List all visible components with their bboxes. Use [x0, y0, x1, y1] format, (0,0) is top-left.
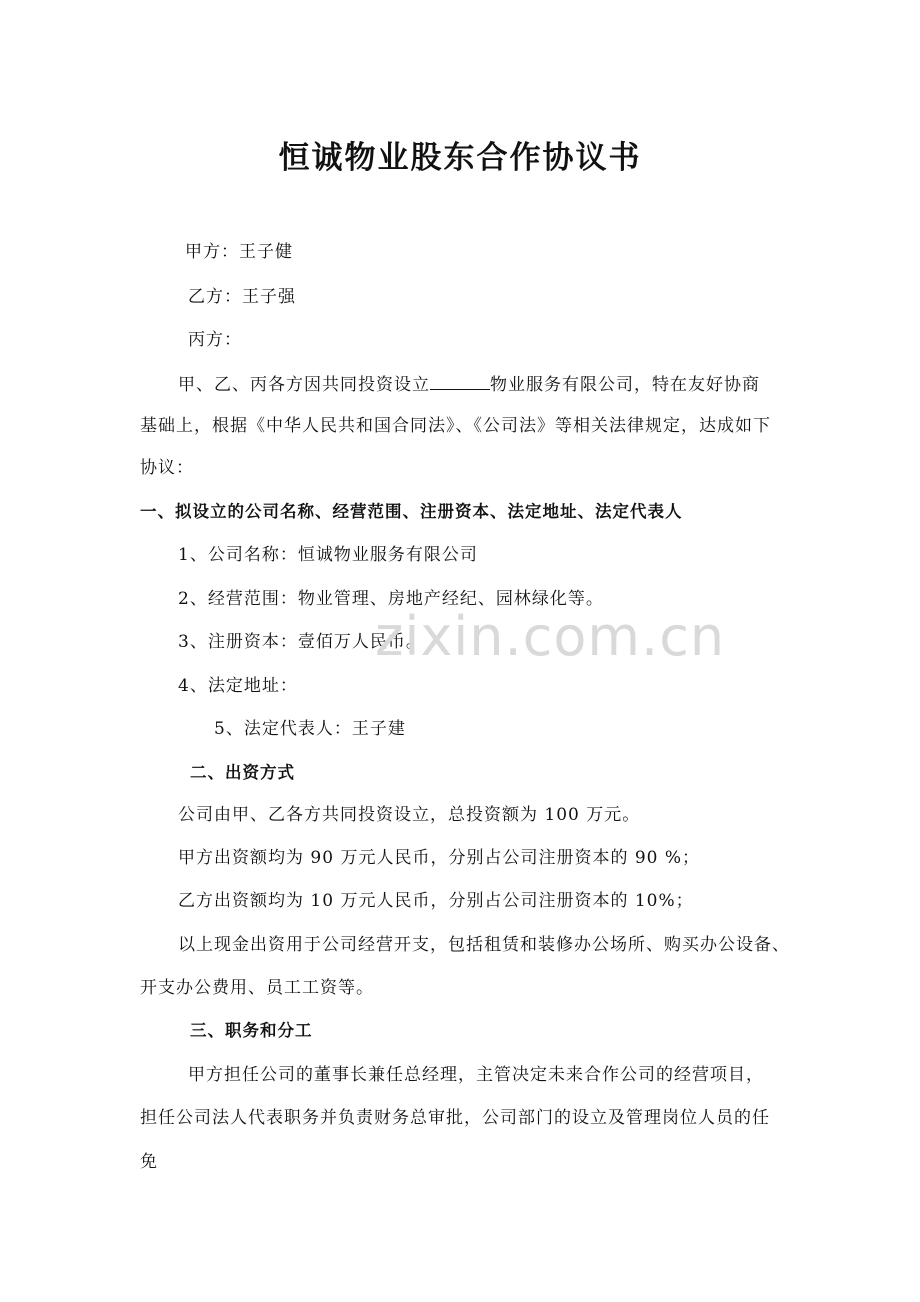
document-title: 恒诚物业股东合作协议书	[278, 140, 642, 176]
section-1-item: 5、法定代表人：王子建	[214, 719, 406, 739]
section-3-line: 担任公司法人代表职务并负责财务总审批，公司部门的设立及管理岗位人员的任	[140, 1108, 770, 1128]
section-2-line: 公司由甲、乙各方共同投资设立，总投资额为 100 万元。	[178, 805, 641, 825]
party-b: 乙方：王子强	[188, 287, 296, 307]
section-1-item: 2、经营范围：物业管理、房地产经纪、园林绿化等。	[178, 589, 604, 609]
party-c: 丙方：	[188, 330, 242, 350]
section-2-line: 甲方出资额均为 90 万元人民币，分别占公司注册资本的 90 %；	[178, 848, 701, 868]
party-a: 甲方：王子健	[185, 242, 293, 262]
intro-line-2: 基础上，根据《中华人民共和国合同法》、《公司法》等相关法律规定，达成如下	[140, 416, 771, 436]
section-2-heading: 二、出资方式	[190, 763, 295, 782]
company-name-blank	[430, 373, 490, 390]
watermark: zixin.com.cn	[375, 605, 726, 668]
intro-line-1-start: 甲、乙、丙各方因共同投资设立	[178, 375, 430, 395]
intro-line-1	[178, 373, 760, 396]
section-1-item: 1、公司名称：恒诚物业服务有限公司	[178, 545, 478, 565]
section-2-line: 乙方出资额均为 10 万元人民币，分别占公司注册资本的 10%；	[178, 891, 694, 911]
section-2-line: 开支办公费用、员工工资等。	[140, 978, 374, 998]
section-3-line: 免	[140, 1152, 158, 1172]
section-1-item: 4、法定地址：	[178, 676, 298, 696]
intro-line-1-end: 物业服务有限公司，特在友好协商	[490, 375, 760, 395]
section-3-line: 甲方担任公司的董事长兼任总经理，主管决定未来合作公司的经营项目，	[188, 1065, 764, 1085]
intro-line-3: 协议：	[140, 458, 194, 478]
section-1-heading: 一、拟设立的公司名称、经营范围、注册资本、法定地址、法定代表人	[140, 502, 683, 521]
section-1-item: 3、注册资本：壹佰万人民币。	[178, 632, 424, 652]
section-2-line: 以上现金出资用于公司经营开支，包括租赁和装修办公场所、购买办公设备、	[178, 935, 790, 955]
section-3-heading: 三、职务和分工	[190, 1021, 313, 1040]
